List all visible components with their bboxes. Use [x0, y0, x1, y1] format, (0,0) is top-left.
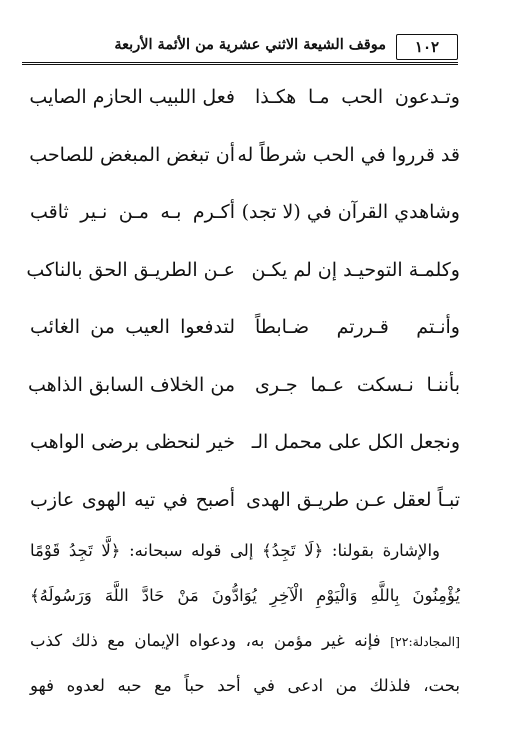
- quran-quote: يُؤْمِنُونَ بِاللَّهِ وَالْيَوْمِ الْآخِرِ يُوَادُّونَ مَنْ حَادَّ اللَّهَ وَرَسُولَهُ﴾: [30, 586, 460, 605]
- prose-line: [30, 618, 460, 663]
- page-number-box: [396, 34, 458, 60]
- page-number: ١٠٢: [414, 38, 440, 56]
- prose-text: والإشارة بقولنا:: [331, 541, 440, 560]
- prose-line: [30, 663, 460, 708]
- prose-paragraph: [30, 528, 460, 708]
- verse-first-hemistich: ونجعل الكل على محمل الـ: [251, 431, 460, 453]
- verse: [30, 306, 460, 364]
- verse-first-hemistich: وكلمـة التوحيـد إن لم يكـن: [251, 258, 460, 281]
- verse-second-hemistich: أصبح في تيه الهوى عازب: [30, 488, 235, 511]
- verse-second-hemistich: خير لنحظى برضى الواهب: [30, 431, 235, 453]
- verse-second-hemistich: أكـرم بـه مـن نـير ثاقب: [30, 201, 235, 223]
- page-header: [22, 32, 458, 65]
- verse: [26, 249, 460, 307]
- prose-text: فإنه غير مؤمن به، ودعواه الإيمان مع ذلك كذب: [30, 631, 381, 650]
- verse-second-hemistich: لتدفعوا العيب من الغائب: [30, 316, 235, 338]
- verse: [30, 134, 460, 192]
- verse: [30, 421, 460, 479]
- prose-text: بحت، فلذلك من ادعى في أحد حباً مع حبه لعدوه فهو: [30, 676, 460, 695]
- poem: [26, 76, 460, 536]
- quran-citation: [المجادلة:٢٢]: [390, 634, 461, 649]
- quran-quote: ﴿لَّا تَجِدُ قَوْمًا: [30, 541, 121, 560]
- verse: [30, 76, 460, 134]
- verse-first-hemistich: تبـاً لعقل عـن طريـق الهدى: [246, 488, 460, 511]
- verse-first-hemistich: وتـدعون الحب مـا هكـذا: [255, 86, 460, 108]
- verse-first-hemistich: قد قرروا في الحب شرطاً له: [237, 143, 460, 166]
- quran-quote: ﴿لَا تَجِدُ﴾: [262, 541, 324, 560]
- verse-second-hemistich: فعل اللبيب الحازم الصايب: [29, 86, 235, 108]
- running-title: موقف الشيعة الاثني عشرية من الأئمة الأربعة: [114, 36, 386, 53]
- verse: [27, 364, 460, 422]
- verse-second-hemistich: من الخلاف السابق الذاهب: [27, 373, 235, 396]
- verse-second-hemistich: أن تبغض المبغض للصاحب: [29, 143, 235, 166]
- prose-line: [30, 573, 460, 618]
- verse-first-hemistich: بأننـا نـسكت عـما جـرى: [255, 373, 460, 396]
- prose-text: إلى قوله سبحانه:: [129, 541, 254, 560]
- verse-first-hemistich: وشاهدي القرآن في (لا تجد): [241, 201, 460, 223]
- verse: [30, 191, 460, 249]
- prose-line: [30, 528, 460, 573]
- verse-second-hemistich: عـن الطريـق الحق بالناكب: [26, 258, 235, 281]
- verse-first-hemistich: وأنـتم قـررتم ضـابطاً: [255, 316, 460, 338]
